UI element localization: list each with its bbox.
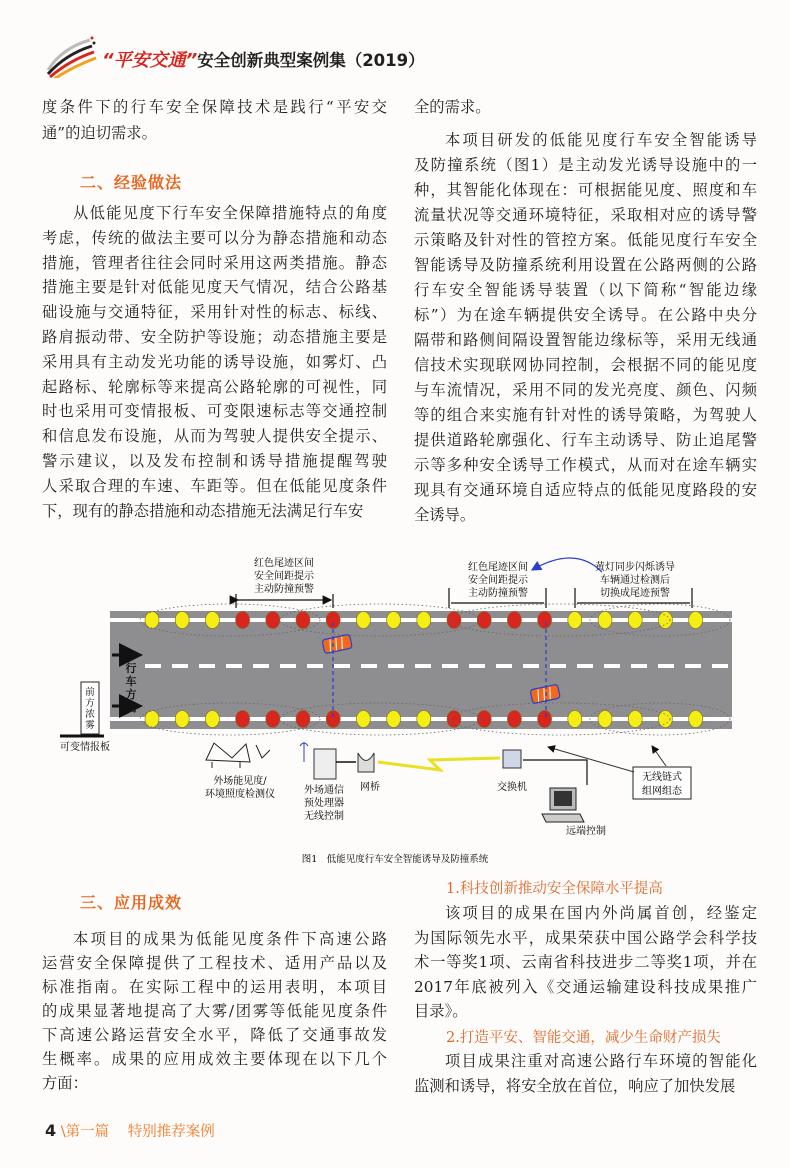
yellow-guide-light <box>356 711 370 728</box>
paragraph-safety <box>414 1049 757 1099</box>
text-line: 现具有交通环境自适应特点的低能见度路段的安 <box>414 481 757 499</box>
yellow-guide-light <box>598 711 612 728</box>
section-heading-results: 三、应用成效 <box>80 893 183 912</box>
paragraph-results <box>42 927 387 1095</box>
text-line: 2017年底被列入《交通运输建设科技成果推广 <box>414 977 757 996</box>
red-guide-light <box>538 612 552 629</box>
svg-text:红色尾迹区间: 红色尾迹区间 <box>468 562 528 573</box>
running-header <box>40 34 460 78</box>
text-line: 及防撞系统（图1）是主动发光诱导设施中的一 <box>414 156 757 174</box>
text-line: 时也采用可变情报板、可变限速标志等交通控制 <box>42 402 387 421</box>
vms-label: 可变情报板 <box>60 742 110 753</box>
text-line: 智能诱导及防撞系统利用设置在公路两侧的公路 <box>414 256 757 274</box>
svg-text:安全间距提示: 安全间距提示 <box>254 571 314 582</box>
svg-text:车: 车 <box>125 675 137 688</box>
svg-text:无线控制: 无线控制 <box>304 811 344 822</box>
label-yellow-flash <box>595 560 675 599</box>
svg-text:主动防撞预警: 主动防撞预警 <box>254 584 314 595</box>
paragraph-continued <box>42 94 387 146</box>
curved-arrow <box>532 558 602 572</box>
text-line: 隔带和路侧间隔设置智能边缘标等，采用无线通 <box>414 331 757 349</box>
svg-text:环境照度检测仪: 环境照度检测仪 <box>205 789 275 800</box>
text-line: 全诱导。 <box>414 506 476 524</box>
red-guide-light <box>507 711 521 728</box>
text-line: 运营安全保障提供了工程技术、适用产品以及 <box>42 954 387 972</box>
driving-direction-label <box>126 661 137 714</box>
yellow-guide-light <box>205 711 219 728</box>
book-title-quoted: “平安交通” <box>102 50 198 71</box>
text-line: 为国际领先水平，成果荣获中国公路学会科学技 <box>414 928 757 947</box>
yellow-guide-light <box>387 711 401 728</box>
svg-text:外场通信: 外场通信 <box>304 785 344 796</box>
text-line: 示等多种安全诱导工作模式，从而对在途车辆实 <box>414 456 757 474</box>
yellow-guide-light <box>568 711 582 728</box>
switch-icon <box>503 750 521 768</box>
text-line: 该项目的成果在国内外尚属首创，经鉴定 <box>445 904 757 922</box>
text-line: 础设施与交通特征，采用针对性的标志、标线、 <box>42 303 387 322</box>
text-line: 路肩振动带、安全防护等设施；动态措施主要是 <box>42 327 387 346</box>
bridge-label: 网桥 <box>360 782 380 793</box>
red-guide-light <box>266 612 280 629</box>
svg-text:前: 前 <box>85 687 95 698</box>
yellow-guide-light <box>175 612 189 629</box>
svg-text:组网组态: 组网组态 <box>642 786 682 797</box>
text-line: 目录》。 <box>414 1002 468 1020</box>
text-line: 流量状况等交通环境特征，采取相对应的诱导警 <box>414 206 757 224</box>
text-line: 监测和诱导，将安全放在首位，响应了加快发展 <box>414 1077 736 1095</box>
svg-text:预处理器: 预处理器 <box>304 798 344 809</box>
red-guide-light <box>296 612 310 629</box>
red-guide-light <box>236 711 250 728</box>
subheading-safety: 2.打造平安、智能交通，减少生命财产损失 <box>446 1030 721 1046</box>
svg-text:行: 行 <box>125 662 137 675</box>
svg-text:雾: 雾 <box>85 720 95 731</box>
svg-text:安全间距提示: 安全间距提示 <box>468 575 528 586</box>
text-line: 全的需求。 <box>414 98 491 116</box>
figure-system-diagram <box>0 540 790 880</box>
computer-icon <box>542 788 584 822</box>
footer-part: 第一篇 <box>65 1124 110 1140</box>
svg-text:主动防撞预警: 主动防撞预警 <box>468 588 528 599</box>
footer-separator: \ <box>60 1124 66 1140</box>
yellow-guide-light <box>205 612 219 629</box>
text-line: 考虑，传统的做法主要可以分为静态措施和动态 <box>42 228 387 247</box>
svg-text:浓: 浓 <box>85 709 95 720</box>
yellow-guide-light <box>598 612 612 629</box>
text-line: 项目成果注重对高速公路行车环境的智能化 <box>445 1052 757 1070</box>
yellow-guide-light <box>628 711 642 728</box>
red-guide-light <box>447 612 461 629</box>
paragraph-experience <box>42 201 387 523</box>
text-line: 从低能见度下行车安全保障措施特点的角度 <box>73 204 387 222</box>
bridge-icon <box>358 753 374 772</box>
text-line: 等的组合来实施有针对性的诱导策略，为驾驶人 <box>414 406 757 424</box>
label-red-trail-2 <box>468 560 529 599</box>
book-title <box>102 46 425 72</box>
text-line: 度条件下的行车安全保障技术是践行“平安交 <box>42 98 387 116</box>
yellow-guide-light <box>387 612 401 629</box>
yellow-guide-light <box>689 711 703 728</box>
text-line: 下高速公路运营安全水平，降低了交通事故发 <box>42 1026 387 1044</box>
svg-text:方: 方 <box>125 688 137 701</box>
red-guide-light <box>477 612 491 629</box>
text-line: 本项目的成果为低能见度条件下高速公路 <box>73 930 387 948</box>
red-guide-light <box>296 711 310 728</box>
text-line: 提供道路轮廓强化、行车主动诱导、防止追尾警 <box>414 431 757 449</box>
svg-text:红色尾迹区间: 红色尾迹区间 <box>254 558 314 569</box>
red-guide-light <box>507 612 521 629</box>
fog-sign-text <box>85 686 95 731</box>
section-heading-experience: 二、经验做法 <box>80 173 183 192</box>
bracket-1 <box>236 594 333 608</box>
red-guide-light <box>266 711 280 728</box>
processor-icon <box>314 749 336 779</box>
yellow-guide-light <box>689 612 703 629</box>
red-guide-light <box>477 711 491 728</box>
text-line: 信技术实现联网协同控制，会根据不同的能见度 <box>414 356 757 374</box>
svg-text:黄灯同步闪烁诱导: 黄灯同步闪烁诱导 <box>595 562 675 573</box>
visibility-detector-icon <box>206 743 270 768</box>
page-number: 4 <box>45 1121 57 1140</box>
page-footer <box>45 1120 215 1141</box>
text-line: 采用具有主动发光功能的诱导设施，如雾灯、凸 <box>42 352 387 371</box>
detector-label <box>205 774 275 800</box>
processor-label <box>304 783 344 822</box>
red-guide-light <box>236 612 250 629</box>
text-line: 措施，管理者往往会同时采用这两类措施。静态 <box>42 253 387 272</box>
text-line: 措施主要是针对低能见度天气情况，结合公路基 <box>42 278 387 297</box>
antenna-icon <box>300 742 308 762</box>
svg-text:方: 方 <box>85 698 95 709</box>
svg-text:无线链式: 无线链式 <box>642 772 682 783</box>
svg-text:车辆通过检测后: 车辆通过检测后 <box>600 575 670 586</box>
figure-caption: 图1 低能见度行车安全智能诱导及防撞系统 <box>301 854 489 865</box>
remote-control-label: 远端控制 <box>566 826 606 837</box>
switch-label: 交换机 <box>497 782 527 793</box>
paragraph-innovation <box>414 901 757 1024</box>
text-line: 标”）为在途车辆提供安全诱导。在公路中央分 <box>414 306 757 324</box>
text-line: 种，其智能化体现在：可根据能见度、照度和车 <box>414 181 757 199</box>
text-line: 起路标、轮廓标等来提高公路轮廓的可视性，同 <box>42 377 387 396</box>
yellow-guide-light <box>417 612 431 629</box>
text-line: 警示建议，以及发布控制和诱导措施提醒驾驶 <box>42 451 387 470</box>
book-title-rest: 安全创新典型案例集（2019） <box>197 51 425 70</box>
footer-section: 特别推荐案例 <box>127 1124 215 1140</box>
text-line: 人采取合理的车速、车距等。但在低能见度条件 <box>42 476 387 495</box>
yellow-guide-light <box>628 612 642 629</box>
text-line: 行车安全智能诱导装置（以下简称“智能边缘 <box>414 281 757 299</box>
yellow-guide-light <box>568 612 582 629</box>
paragraph-right-continued <box>414 94 757 120</box>
svg-text:向: 向 <box>125 701 137 714</box>
text-line: 生概率。成果的应用成效主要体现在以下几个 <box>42 1050 387 1068</box>
svg-text:切换成尾迹预警: 切换成尾迹预警 <box>600 588 670 599</box>
svg-text:外场能见度/: 外场能见度/ <box>213 776 267 787</box>
text-line: 和信息发布设施，从而为驾驶人提供安全提示、 <box>42 427 387 446</box>
paragraph-system-intro <box>414 128 757 528</box>
text-line: 的成果显著地提高了大雾/团雾等低能见度条件 <box>42 1002 387 1020</box>
text-line: 方面： <box>42 1074 88 1092</box>
yellow-guide-light <box>356 612 370 629</box>
text-line: 本项目研发的低能见度行车安全智能诱导 <box>445 131 757 149</box>
label-red-trail-1 <box>254 556 315 595</box>
text-line: 与车流情况，采用不同的发光亮度、颜色、闪频 <box>414 381 757 399</box>
text-line: 术一等奖1项、云南省科技进步二等奖1项，并在 <box>414 953 757 971</box>
text-line: 示策略及针对性的管控方案。低能见度行车安全 <box>414 231 757 249</box>
red-guide-light <box>538 711 552 728</box>
red-guide-light <box>447 711 461 728</box>
yellow-guide-light <box>417 711 431 728</box>
yellow-guide-light <box>175 711 189 728</box>
text-line: 标准指南。在实际工程中的运用表明，本项目 <box>42 978 387 996</box>
subheading-innovation: 1.科技创新推动安全保障水平提高 <box>446 881 663 897</box>
series-logo-icon <box>42 34 98 78</box>
text-line: 通”的迫切需求。 <box>42 124 157 142</box>
text-line: 下，现有的静态措施和动态措施无法满足行车安 <box>42 501 364 520</box>
wireless-link-icon <box>378 758 500 770</box>
